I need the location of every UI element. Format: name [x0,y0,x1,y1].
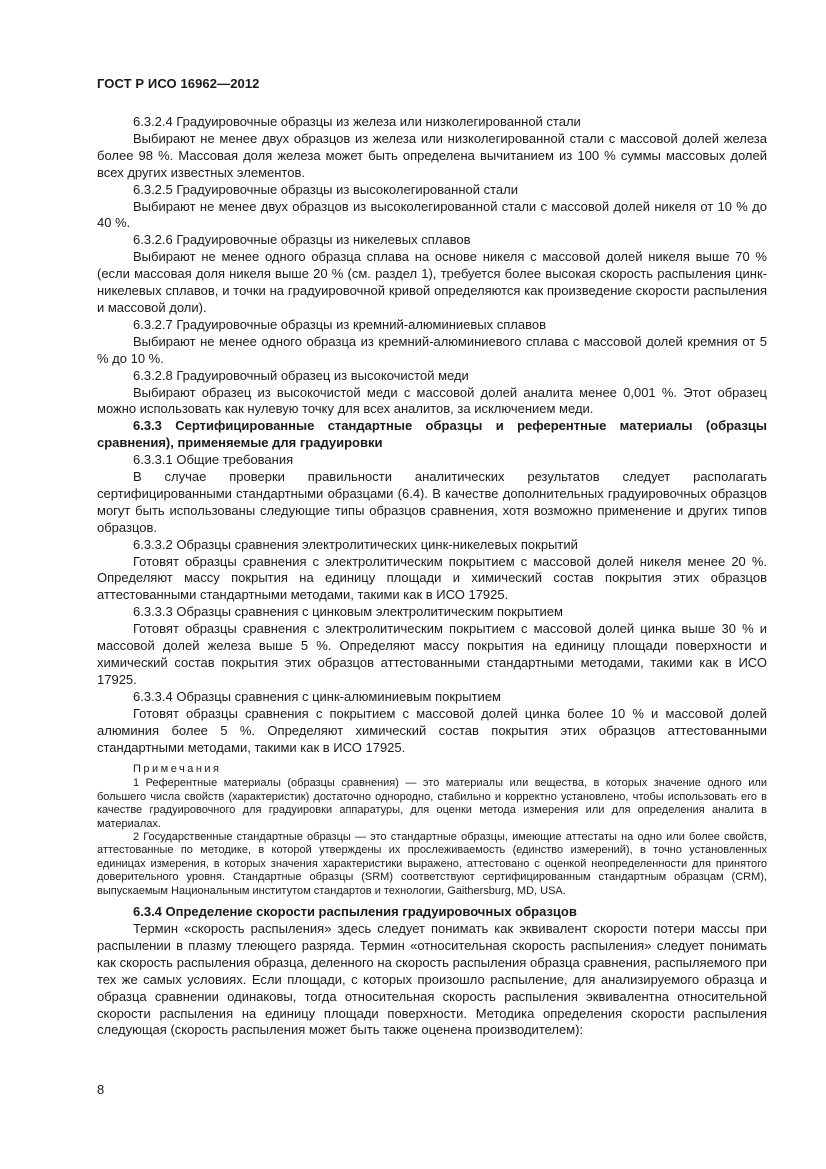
body-paragraph: Выбирают не менее одного образца из кремний-алюминиевого сплава с массовой долей кремния от 5 % до 10 %. [97,333,767,366]
subsection-heading: 6.3.3.3 Образцы сравнения с цинковым электролитическим покрытием [133,604,563,620]
body-paragraph: В случае проверки правильности аналитических результатов следует располагать сертифицированными стандартными образцами (6.4). В качестве дополнительных градуировочных образцов могут быть использованы следующие типы образцов сравнения, хотя возможно применение и других типов образцов. [97,469,767,535]
subsection-heading: 6.3.3.1 Общие требования [133,452,294,468]
section-heading: 6.3.4 Определение скорости распыления градуировочных образцов [133,904,577,920]
body-paragraph: Готовят образцы сравнения с электролитическим покрытием с массовой долей никеля менее 20 %. Определяют массу покрытия на единицу площади и химический состав покрытия этих образцов аттестованными стандартными методами, такими как в ИСО 17925. [97,553,767,603]
subsection-heading: 6.3.2.5 Градуировочные образцы из высоколегированной стали [133,181,518,197]
body-paragraph: Выбирают не менее двух образцов из высоколегированной стали с массовой долей никеля от 10 % до 40 %. [97,198,767,231]
subsection-heading: 6.3.2.8 Градуировочный образец из высокочистой меди [133,367,469,383]
section-paragraph: Термин «скорость распыления» здесь следует понимать как эквивалент скорости потери массы при распылении в плазму тлеющего разряда. Термин «относительная скорость распыления» следует понимать как скорость распыления образца, деленного на скорость распыления образца сравнения, распыляемого при тех же самых условиях. Если площади, с которых произошло распыление, для анализируемого образца и образца сравнении одинаковы, тогда относительная скорость распыления эквивалентна относительной скорости распыления на единицу площади поверхности. Методика определения скорости распыления следующая (скорость распыления может быть также оценена производителем): [97,921,767,1038]
body-paragraph: Выбирают образец из высокочистой меди с массовой долей аналита менее 0,001 %. Этот образец можно использовать как нулевую точку для всех аналитов, за исключением меди. [97,384,767,417]
page-number: 8 [97,1082,105,1097]
subsection-heading: 6.3.2.7 Градуировочные образцы из кремний-алюминиевых сплавов [133,316,546,332]
doc-header: ГОСТ Р ИСО 16962—2012 [97,76,260,91]
subsection-heading: 6.3.3.4 Образцы сравнения с цинк-алюминиевым покрытием [133,688,501,704]
subsection-heading: 6.3.2.4 Градуировочные образцы из железа или низколегированной стали [133,114,581,129]
body-paragraph: Готовят образцы сравнения с покрытием с массовой долей цинка более 10 % и массовой долей алюминия более 5 %. Определяют химический состав покрытия этих образцов аттестованными стандартными методами, такими как в ИСО 17925. [97,705,767,755]
section-heading: 6.3.3 Сертифицированные стандартные образцы и референтные материалы (образцы сравнения), применяемые для градуировки [97,418,767,451]
main-content [97,114,767,1039]
body-paragraph: Выбирают не менее двух образцов из железа или низколегированной стали с массовой долей железа более 98 %. Массовая доля железа может быть определена вычитанием из 100 % суммы массовых долей всех других известных элементов. [97,130,767,180]
note-item: 1 Референтные материалы (образцы сравнения) — это материалы или вещества, в которых значение одного или большего числа свойств (характеристик) достаточно однородно, стабильно и корректно установлено, чтобы использовать его в качестве градуировочного для градуировки аппаратуры, для оценки метода измерения или для определения аналита в материалах. [97,777,767,830]
note-item: 2 Государственные стандартные образцы — это стандартные образцы, имеющие аттестаты на одно или более свойств, аттестованные по методике, в которой утверждены их прослеживаемость (единство измерений), в точно установленных единицах измерения, в которых значения характеристики выражено, аттестовано с оценкой неопределенности для принятого доверительного уровня. Стандартные образцы (SRM) соответствуют сертифицированным стандартным образцам (CRM), выпускаемым Национальным институтом стандартов и технологии, Gaithersburg, MD, USA. [97,831,767,897]
body-paragraph: Выбирают не менее одного образца сплава на основе никеля с массовой долей никеля выше 70 % (если массовая доля никеля выше 20 % (см. раздел 1), требуется более высокая скорость распыления цинк-никелевых сплавов, и точки на градуировочной кривой определяются как произведение скорости распыления и массовой доли). [97,249,767,315]
notes-title: Примечания [133,763,222,776]
body-paragraph: Готовят образцы сравнения с электролитическим покрытием с массовой долей цинка выше 30 % и массовой долей железа выше 5 %. Определяют массу покрытия на единицу площади поверхности и химический состав покрытия этих образцов аттестованными стандартными методами, такими как в ИСО 17925. [97,621,767,687]
paragraph-list [97,114,767,756]
subsection-heading: 6.3.3.2 Образцы сравнения электролитических цинк-никелевых покрытий [133,536,578,552]
subsection-heading: 6.3.2.6 Градуировочные образцы из никелевых сплавов [133,232,471,248]
